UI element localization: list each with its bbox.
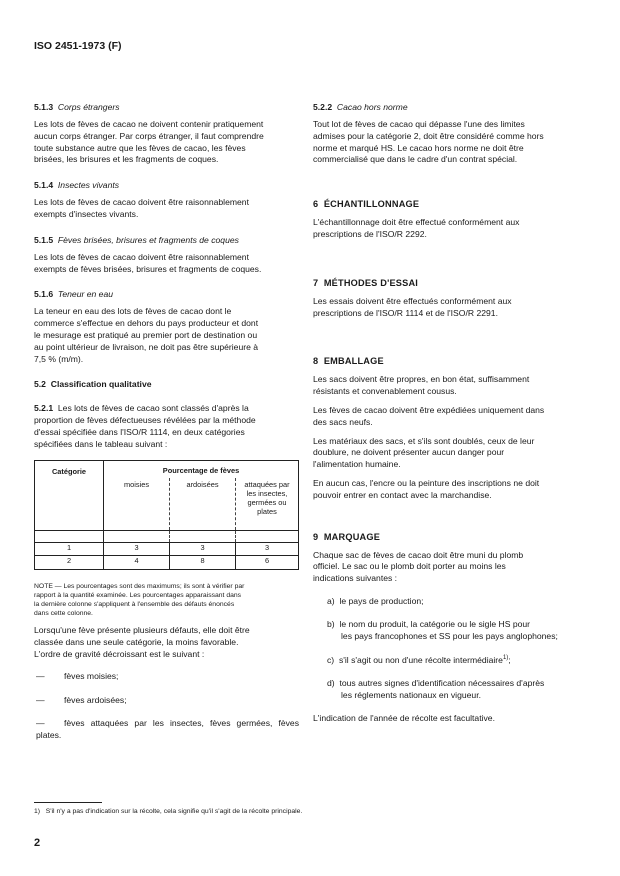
list-item: d) tous autres signes d'identification nécessaires d'après les réglements nationaux en vigueur.	[327, 677, 545, 700]
table-cell: 3	[104, 542, 170, 555]
page-header: ISO 2451-1973 (F)	[34, 40, 122, 52]
category-table	[34, 460, 299, 570]
paragraph: Les sacs doivent être propres, en bon état, suffisamment résistants et convenablement cousus.	[313, 374, 530, 397]
paragraph: L'échantillonnage doit être effectué conformément aux prescriptions de l'ISO/R 2292.	[313, 217, 520, 239]
section-number: 5.1.5	[34, 234, 54, 245]
footnote-number: 1)	[34, 808, 41, 815]
section-5-1-5	[34, 235, 299, 276]
paragraph: Les lots de fèves de cacao doivent être raisonnablement exempts de fèves brisées, brisures et fragments de coques.	[34, 251, 262, 274]
section-7	[313, 278, 586, 320]
section-9	[313, 532, 586, 725]
table-cell: 2	[35, 555, 104, 569]
section-title: ÉCHANTILLONNAGE	[323, 199, 420, 210]
section-5-1-3	[34, 102, 299, 166]
paragraph: Les matériaux des sacs, et s'ils sont doublés, ceux de leur doublure, ne doivent présenter aucun danger pour l'alimentation humaine.	[313, 435, 535, 470]
section-number: 7	[313, 277, 319, 288]
table-cell: 8	[170, 555, 236, 569]
section-5-1-6	[34, 289, 299, 365]
footnote-rule	[34, 802, 102, 803]
paragraph: La teneur en eau des lots de fèves de cacao dont le commerce s'effectue en dehors du pays producteur et dont le mesurage est pratiqué au premier port de destination ou au point ultérieur de livraison, ne doit pas être supérieure à 7,5 % (m/m).	[34, 306, 259, 364]
footnote	[34, 808, 302, 815]
section-title: EMBALLAGE	[323, 356, 384, 367]
table-header-col: attaquées par les insectes, germées ou plates	[236, 478, 299, 530]
table-cell: 3	[170, 542, 236, 555]
table-row	[35, 555, 299, 569]
list-item: a) le pays de production;	[327, 595, 424, 606]
section-6	[313, 199, 586, 241]
paragraph: 5.2.1 Les lots de fèves de cacao sont classés d'après la proportion de fèves défectueuses révélées par la méthode d'essai spécifiée dans l'ISO/R 1114, en deux catégories spécifiées dans le tableau suivant :	[34, 403, 256, 449]
table-header-category: Catégorie	[35, 460, 104, 530]
table-note: NOTE — Les pourcentages sont des maximums; ils sont à vérifier par rapport à la quantité examinée. Les pourcentages apparaissant dans la dernière colonne s'appliquent à l'ensemble des défauts énoncés dans cette colonne.	[34, 582, 245, 618]
right-column	[313, 102, 586, 724]
section-number: 5.1.3	[34, 102, 54, 112]
table-cell: 3	[236, 542, 299, 555]
paragraph: Tout lot de fèves de cacao qui dépasse l'une des limites admises pour la catégorie 2, doit être considéré comme hors norme et marqué HS. Le cacao hors norme ne doit être commercialisé que dans le cadre d'un contrat spécial.	[313, 119, 544, 165]
section-number: 5.2.2	[313, 102, 333, 112]
paragraph: Les essais doivent être effectués conformément aux prescriptions de l'ISO/R 1114 et de l'ISO/R 2291.	[313, 295, 512, 318]
table-cell: 1	[35, 542, 104, 555]
section-title: Fèves brisées, brisures et fragments de coques	[57, 234, 239, 245]
table-header-group: Pourcentage de fèves	[104, 460, 299, 478]
table-cell: 6	[236, 555, 299, 569]
section-number: 9	[313, 531, 319, 542]
section-5-2	[34, 379, 299, 389]
list-item: c) s'il s'agit ou non d'une récolte intermédiaire$^{1)}$;	[327, 655, 511, 666]
section-number: 6	[313, 199, 319, 210]
list-item: — fèves moisies;	[36, 670, 119, 681]
list-item: — fèves attaquées par les insectes, fèves germées, fèves plates.	[36, 718, 299, 741]
table-cell: 4	[104, 555, 170, 569]
list-item: — fèves ardoisées;	[36, 694, 127, 705]
table-header-col: ardoisées	[170, 478, 236, 530]
paragraph: En aucun cas, l'encre ou la peinture des inscriptions ne doit pouvoir entrer en contact avec la marchandise.	[313, 477, 540, 500]
section-5-2-2	[313, 102, 586, 166]
section-title: Teneur en eau	[57, 289, 114, 300]
section-title: Insectes vivants	[57, 180, 120, 191]
paragraph: Les lots de fèves de cacao doivent être raisonnablement exempts d'insectes vivants.	[34, 197, 249, 219]
section-title: Corps étrangers	[57, 102, 120, 112]
paragraph: Les lots de fèves de cacao ne doivent contenir pratiquement aucun corps étranger. Par corps étranger, il faut comprendre toute substance autre que les fèves de cacao, les fèves brisées, les brisures et les fragments de coques.	[34, 119, 264, 165]
section-title: MÉTHODES D'ESSAI	[323, 277, 419, 288]
dash-list	[34, 671, 299, 742]
section-title: MARQUAGE	[323, 531, 381, 542]
list-item: b) le nom du produit, la catégorie ou le sigle HS pour les pays francophones et SS pour les pays anglophones;	[327, 618, 558, 641]
table-row	[35, 542, 299, 555]
section-5-1-4	[34, 180, 299, 221]
footnote-text: S'il n'y a pas d'indication sur la récolte, cela signifie qu'il s'agit de la récolte principale.	[45, 808, 303, 815]
section-number: 5.2	[34, 379, 46, 390]
section-5-2-1	[34, 403, 299, 450]
table-header-col: moisies	[104, 478, 170, 530]
page-number: 2	[34, 837, 41, 849]
paragraph: L'indication de l'année de récolte est facultative.	[313, 712, 495, 723]
left-column	[34, 102, 299, 742]
paragraph: Lorsqu'une fève présente plusieurs défauts, elle doit être classée dans une seule catégorie, la moins favorable. L'ordre de gravité décroissant est le suivant :	[34, 625, 250, 659]
section-8	[313, 356, 586, 501]
paragraph: Chaque sac de fèves de cacao doit être muni du plomb officiel. Le sac ou le plomb doit porter au moins les indications suivantes :	[313, 549, 524, 584]
section-number: 5.1.6	[34, 289, 54, 300]
section-title: Cacao hors norme	[336, 102, 408, 112]
section-number: 5.1.4	[34, 180, 54, 191]
section-title: Classification qualitative	[50, 379, 152, 390]
paragraph: Les fèves de cacao doivent être expédiées uniquement dans des sacs neufs.	[313, 404, 545, 427]
section-number: 8	[313, 356, 319, 367]
